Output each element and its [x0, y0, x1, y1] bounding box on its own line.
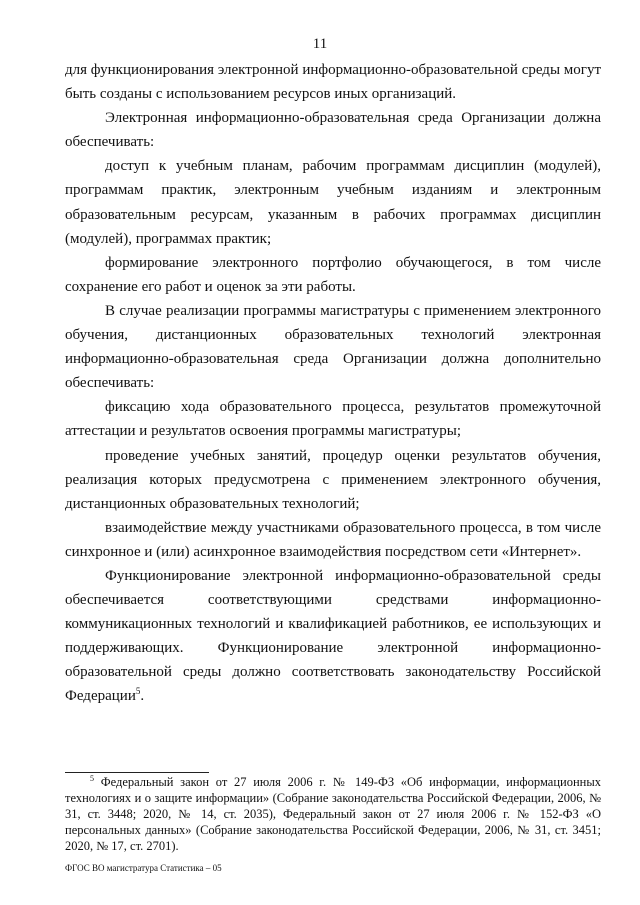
- footer-document-id: ФГОС ВО магистратура Статистика – 05: [65, 863, 222, 873]
- footnote-reference[interactable]: 5: [135, 686, 141, 697]
- paragraph: для функционирования электронной информационно-образовательной среды могут быть созданы с использованием ресурсов иных организаций.: [65, 62, 601, 103]
- paragraph-with-footnote: [65, 564, 601, 709]
- paragraph: доступ к учебным планам, рабочим программам дисциплин (модулей), программам практик, электронным учебным изданиям и электронным образовательным ресурсам, указанным в рабочих программах дисциплин (модулей), программах практик;: [65, 158, 601, 247]
- paragraph: Электронная информационно-образовательная среда Организации должна обеспечивать:: [65, 110, 601, 151]
- footnote-divider: [65, 772, 209, 773]
- page-number: 11: [312, 36, 328, 52]
- paragraph: В случае реализации программы магистратуры с применением электронного обучения, дистанционных образовательных технологий электронная информационно-образовательная среда Организации должна дополнительно обеспечивать:: [65, 302, 601, 392]
- footnote-text: Федеральный закон от 27 июля 2006 г. № 149-ФЗ «Об информации, информационных технологиях и о защите информации» (Собрание законодательства Российской Федерации, 2006, № 31, ст. 3448; 2020, № 14, ст. 2035), Федеральный закон от 27 июля 2006 г. № 152-ФЗ «О персональных данных» (Собрание законодательства Российской Федерации, 2006, № 31, ст. 3451; 2020, № 17, ст. 2701).: [65, 775, 601, 853]
- footnote-marker: 5: [90, 773, 94, 783]
- body-text: [65, 58, 601, 709]
- paragraph: формирование электронного портфолио обучающегося, в том числе сохранение его работ и оценок за эти работы.: [65, 254, 601, 295]
- footnote: [65, 774, 601, 854]
- paragraph: фиксацию хода образовательного процесса, результатов промежуточной аттестации и результатов освоения программы магистратуры;: [65, 399, 601, 440]
- paragraph: проведение учебных занятий, процедур оценки результатов обучения, реализация которых предусмотрена с применением электронного обучения, дистанционных образовательных технологий;: [65, 447, 601, 512]
- paragraph-tail: .: [140, 688, 145, 705]
- paragraph-text: Функционирование электронной информационно-образовательной среды обеспечивается соответствующими средствами информационно-коммуникационных технологий и квалификацией работников, ее использующих и поддерживающих. Функционирование электронной информационно-образовательной среды должно соответствовать законодательству Российской Федерации: [65, 567, 601, 705]
- paragraph: взаимодействие между участниками образовательного процесса, в том числе синхронное и (или) асинхронное взаимодействия посредством сети «Интернет».: [65, 519, 601, 560]
